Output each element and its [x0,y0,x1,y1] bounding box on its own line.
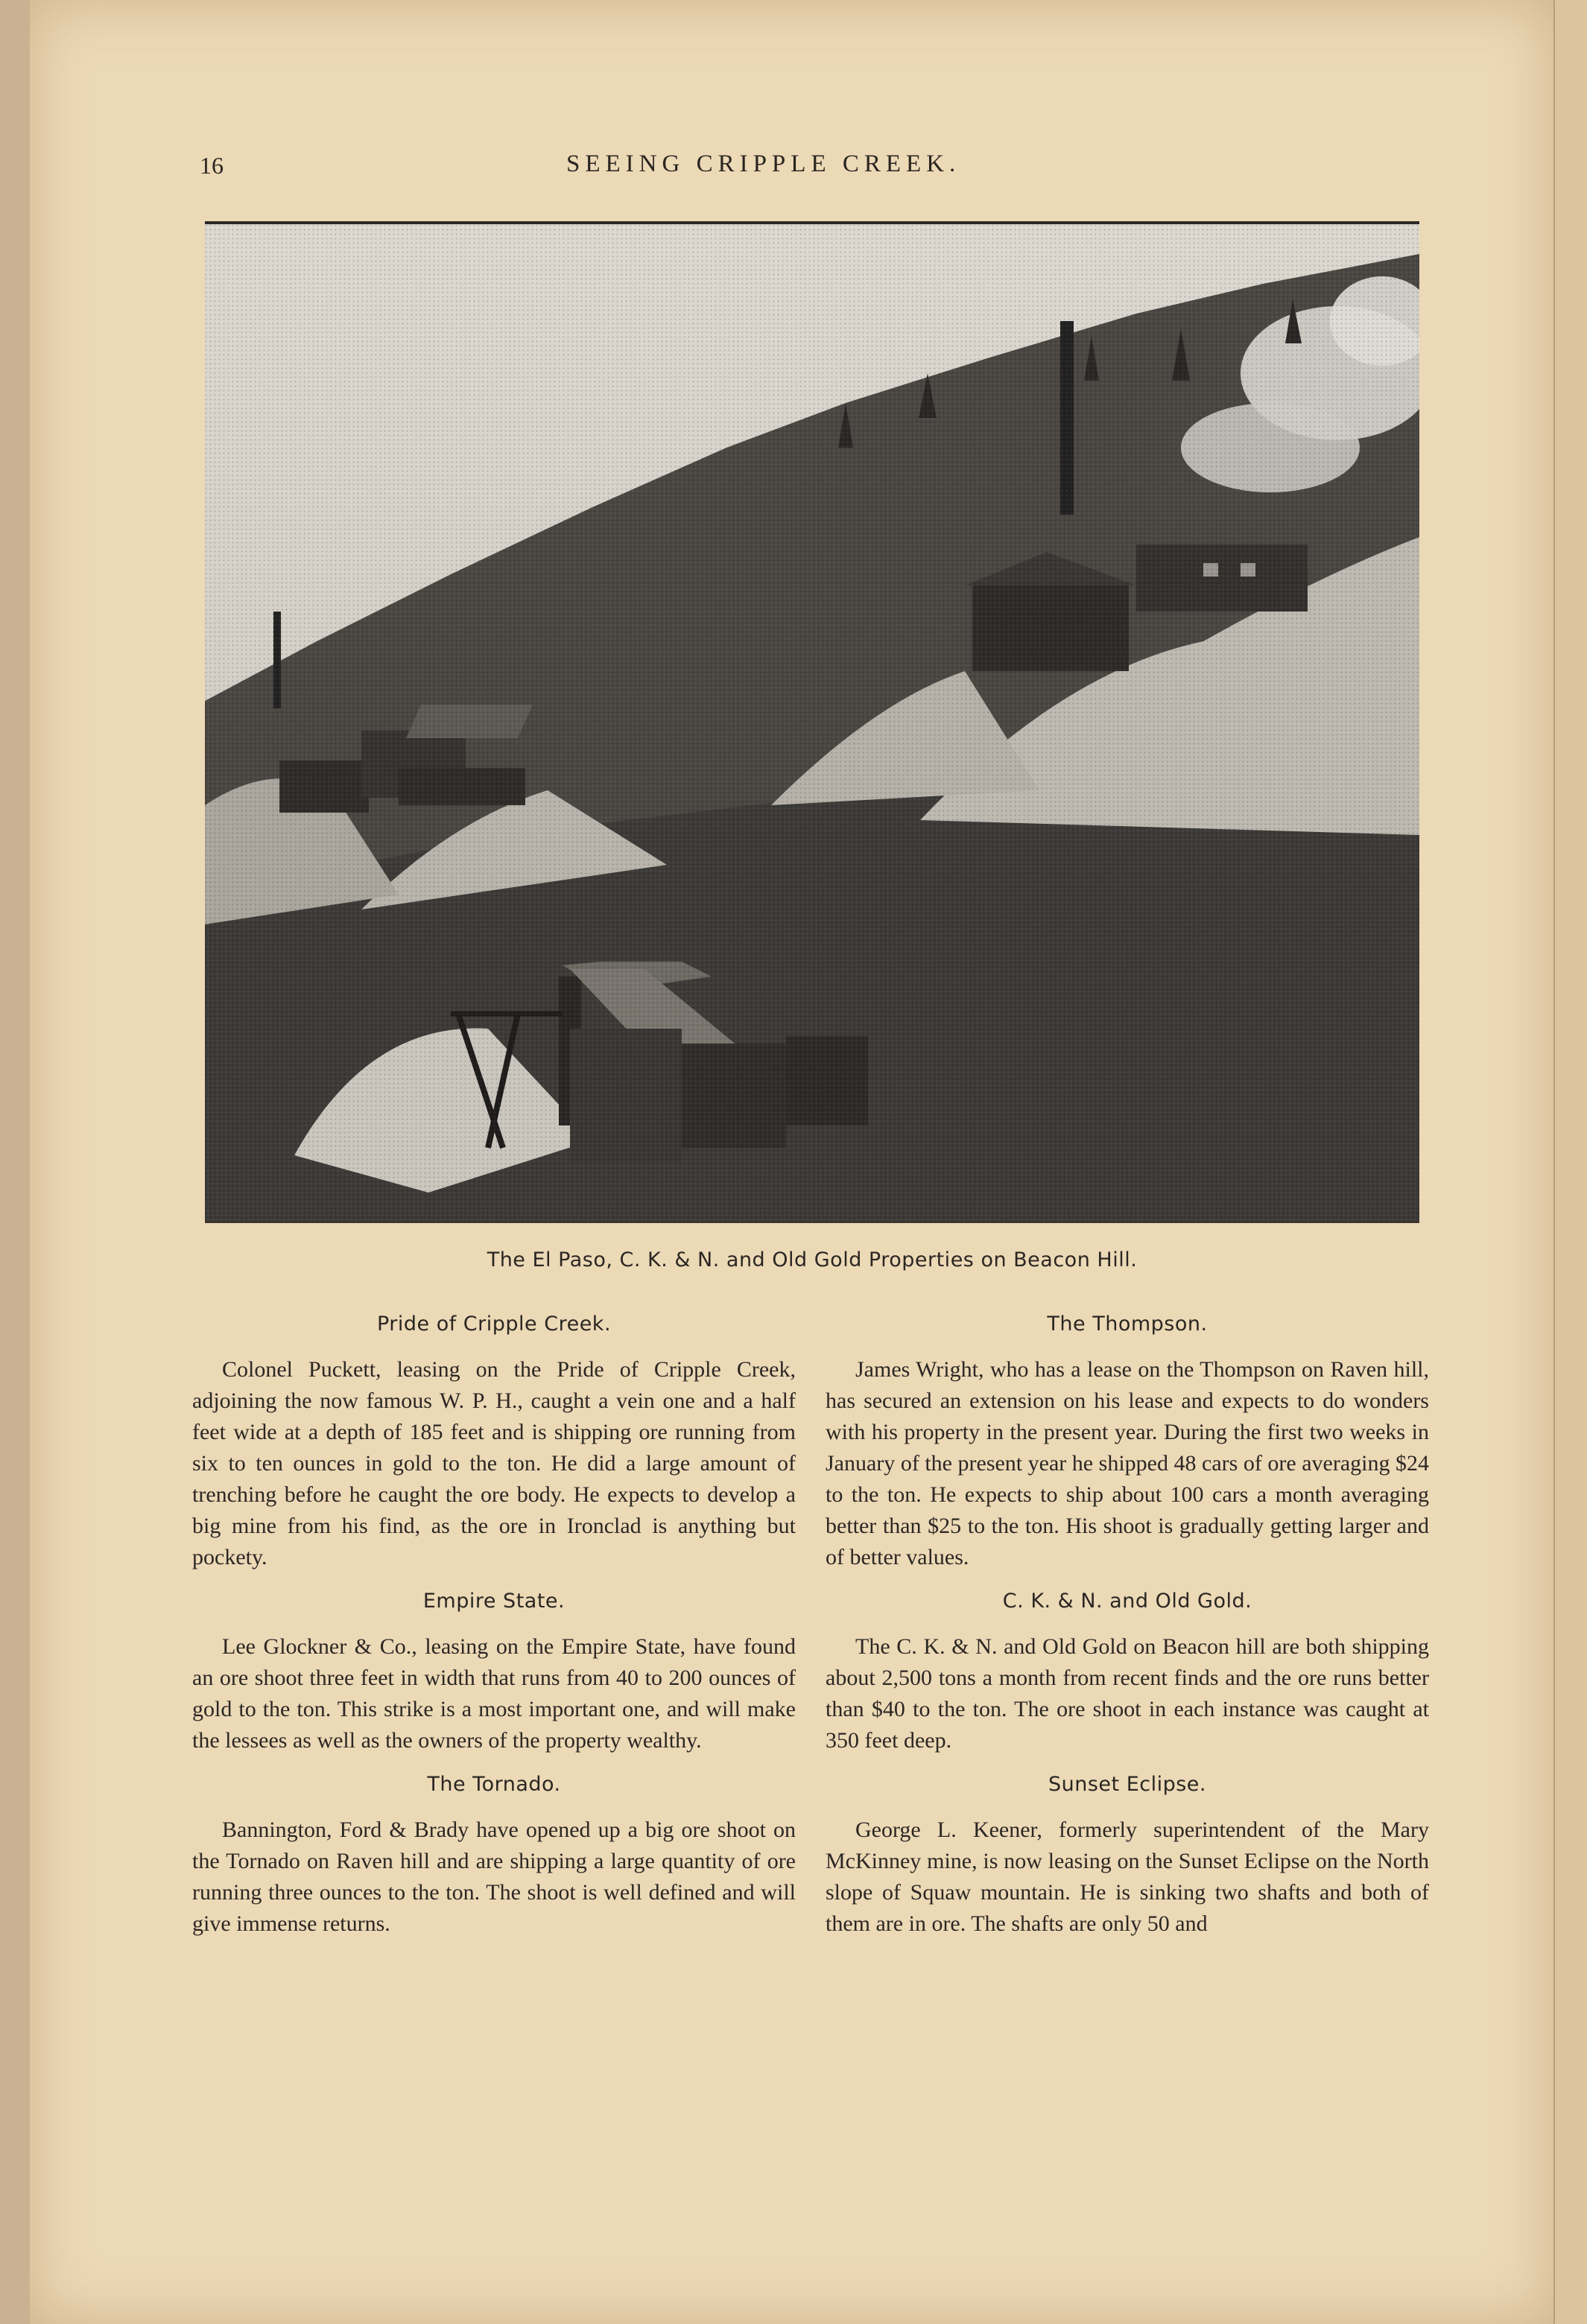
article-pride-of-cripple-creek [192,1311,796,1573]
mine-photograph [205,221,1419,1223]
article-body: Lee Glockner & Co., leasing on the Empire State, have found an ore shoot three feet in width that runs from 40 to 200 ounces of gold to the ton. This strike is a most important one, and will make the lessees as well as the owners of the property wealthy. [192,1634,796,1753]
article-body: James Wright, who has a lease on the Thompson on Raven hill, has secured an extension on his lease and expects to do wonders with his property in the present year. During the first two weeks in January of the present year he shipped 48 cars of ore averaging $24 to the ton. He expects to ship about 100 cars a month averaging better than $25 to the ton. His shoot is gradually getting larger and of better values. [826,1357,1429,1569]
article-heading: Sunset Eclipse. [1048,1773,1207,1796]
article-body: The C. K. & N. and Old Gold on Beacon hill are both shipping about 2,500 tons a month from recent finds and the ore runs better than $40 to the ton. The ore shoot in each instance was caught at 350 feet deep. [826,1634,1429,1753]
article-sunset-eclipse [826,1771,1429,1940]
article-the-thompson [826,1311,1429,1573]
article-the-tornado [192,1771,796,1940]
article-empire-state [192,1588,796,1756]
article-heading: The Tornado. [427,1773,561,1796]
article-body: George L. Keener, formerly superintendent of the Mary McKinney mine, is now leasing on the Sunset Eclipse on the North slope of Squaw mountain. He is sinking two shafts and both of them are in ore. The shafts are only 50 and [826,1817,1429,1936]
article-body: Colonel Puckett, leasing on the Pride of Cripple Creek, adjoining the now famous W. P. H., caught a vein one and a half feet wide at a depth of 185 feet and is shipping ore running from six to ten ounces in gold to the ton. He did a large amount of trenching before he caught the ore body. He expects to develop a big mine from his find, as the ore in Ironclad is anything but pockety. [192,1357,796,1569]
article-ck-and-n-old-gold [826,1588,1429,1756]
running-title: SEEING CRIPPLE CREEK. [566,150,961,177]
right-column [826,1311,1429,1955]
article-body: Bannington, Ford & Brady have opened up a big ore shoot on the Tornado on Raven hill and are shipping a large quantity of ore running three ounces to the ton. The shoot is well defined and will give immense returns. [192,1817,796,1936]
article-heading: The Thompson. [1047,1312,1208,1336]
article-heading: Empire State. [422,1590,566,1613]
page-number: 16 [200,152,224,179]
article-heading: C. K. & N. and Old Gold. [1002,1590,1252,1613]
article-heading: Pride of Cripple Creek. [376,1312,612,1336]
photo-caption: The El Paso, C. K. & N. and Old Gold Properties on Beacon Hill. [487,1248,1138,1271]
left-column [192,1311,796,1955]
adjacent-page-edge [1553,0,1587,2324]
